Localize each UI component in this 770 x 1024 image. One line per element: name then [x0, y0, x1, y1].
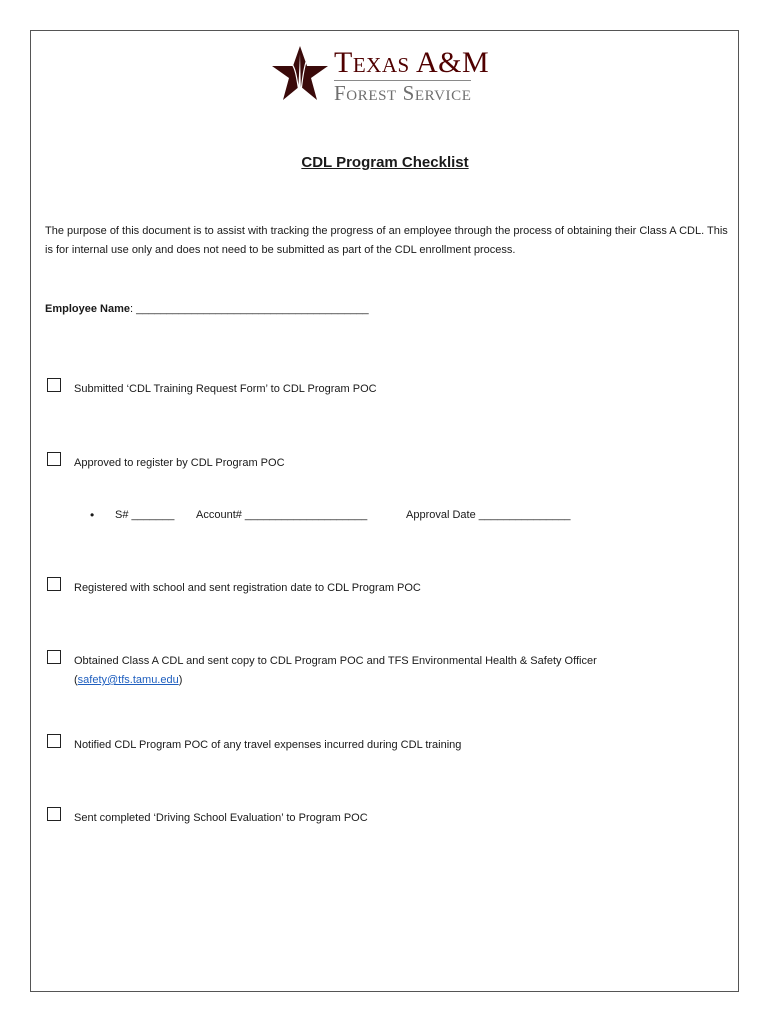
- employee-name-blank: : ______________________________________: [129, 303, 369, 315]
- checklist-item-label: Notified CDL Program POC of any travel expenses incurred during CDL training: [74, 739, 462, 751]
- checkbox[interactable]: [47, 577, 61, 591]
- page-title: CDL Program Checklist: [301, 154, 469, 171]
- checklist-item-label: Sent completed ‘Driving School Evaluation’ to Program POC: [74, 812, 368, 824]
- checkbox[interactable]: [47, 452, 61, 466]
- checkbox[interactable]: [47, 734, 61, 748]
- approval-date-field[interactable]: Approval Date _______________: [406, 509, 571, 521]
- safety-email-link[interactable]: safety@tfs.tamu.edu: [77, 674, 179, 686]
- checklist-item-label: Registered with school and sent registration date to CDL Program POC: [74, 582, 421, 594]
- logo-text-texas-am: Texas A&M: [334, 46, 490, 79]
- checklist-item-label: Obtained Class A CDL and sent copy to CDL Program POC and TFS Environmental Health & Safety Officer: [74, 655, 597, 667]
- star-logo-icon: [270, 44, 330, 104]
- checkbox[interactable]: [47, 378, 61, 392]
- checklist-item-label-line2: [74, 671, 182, 690]
- texas-am-forest-service-logo: [270, 44, 510, 104]
- bullet-marker: •: [90, 508, 95, 522]
- paren-close: ): [178, 674, 183, 686]
- checkbox[interactable]: [47, 650, 61, 664]
- checklist-item-label: Approved to register by CDL Program POC: [74, 457, 285, 469]
- checkbox[interactable]: [47, 807, 61, 821]
- checklist-item-label: Submitted ‘CDL Training Request Form’ to CDL Program POC: [74, 383, 377, 395]
- paren-open: (: [74, 674, 78, 686]
- employee-name-label: Employee Name: [45, 303, 130, 315]
- employee-name-field[interactable]: [45, 303, 369, 315]
- s-number-field[interactable]: S# _______: [115, 509, 175, 521]
- account-number-field[interactable]: Account# ____________________: [196, 509, 368, 521]
- intro-paragraph: The purpose of this document is to assist with tracking the progress of an employee through the process of obtaining their Class A CDL. This is for internal use only and does not need to be submitted as part of the CDL enrollment process.: [45, 225, 728, 256]
- logo-text-forest-service: Forest Service: [334, 81, 472, 105]
